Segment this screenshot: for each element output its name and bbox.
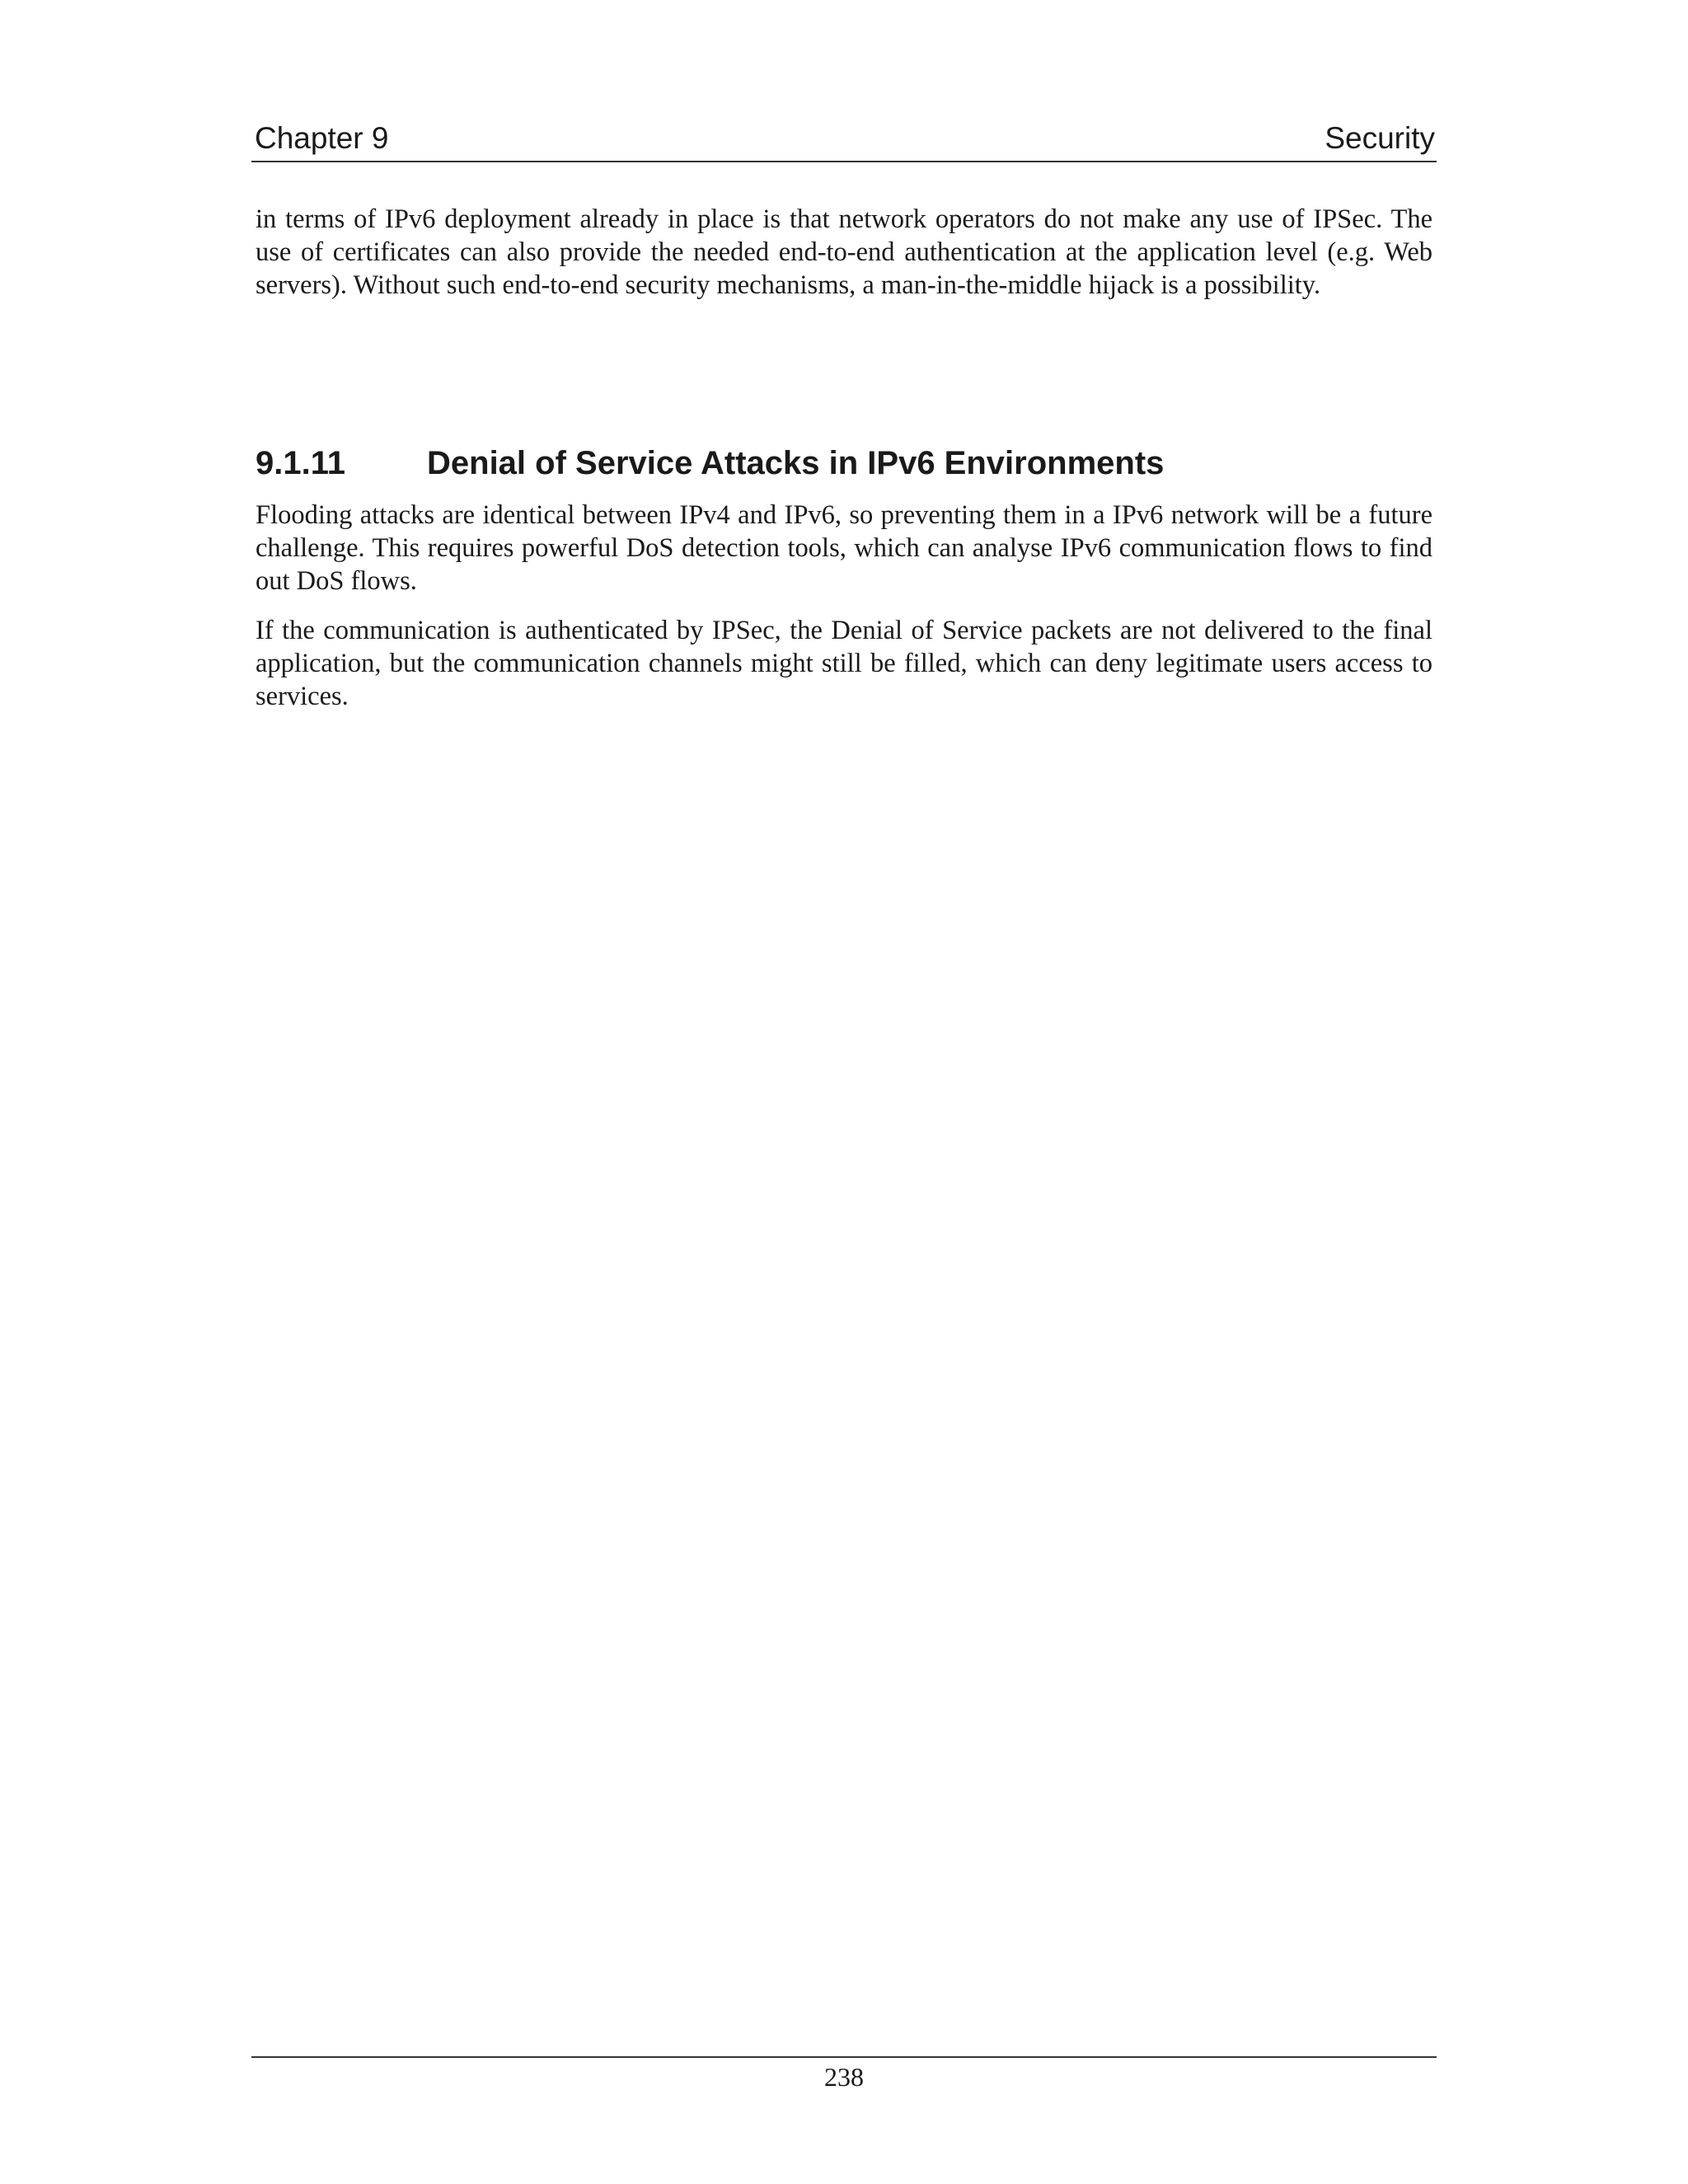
section-title: Denial of Service Attacks in IPv6 Environments	[427, 445, 1165, 481]
section-number: 9.1.11	[256, 445, 346, 481]
chapter-label: Chapter 9	[255, 121, 389, 155]
header-divider	[251, 161, 1437, 162]
ipsec-paragraph: If the communication is authenticated by IPSec, the Denial of Service packets are not delivered to the final application, but the communication channels might still be filled, which can deny legitimate users access to services.	[256, 616, 1432, 711]
footer-divider	[251, 2056, 1437, 2058]
section-heading	[256, 442, 1432, 485]
flooding-paragraph: Flooding attacks are identical between IPv4 and IPv6, so preventing them in a IPv6 network will be a future challenge. This requires powerful DoS detection tools, which can analyse IPv6 communication flows to find out DoS flows.	[256, 500, 1432, 596]
intro-paragraph: in terms of IPv6 deployment already in place is that network operators do not make any use of IPSec. The use of certificates can also provide the needed end-to-end authentication at the application level (e.g. Web servers). Without such end-to-end security mechanisms, a man-in-the-middle hijack is a possibility.	[256, 204, 1432, 300]
page-number: 238	[824, 2062, 864, 2092]
section-label: Security	[1325, 121, 1435, 155]
page-header	[251, 117, 1435, 160]
